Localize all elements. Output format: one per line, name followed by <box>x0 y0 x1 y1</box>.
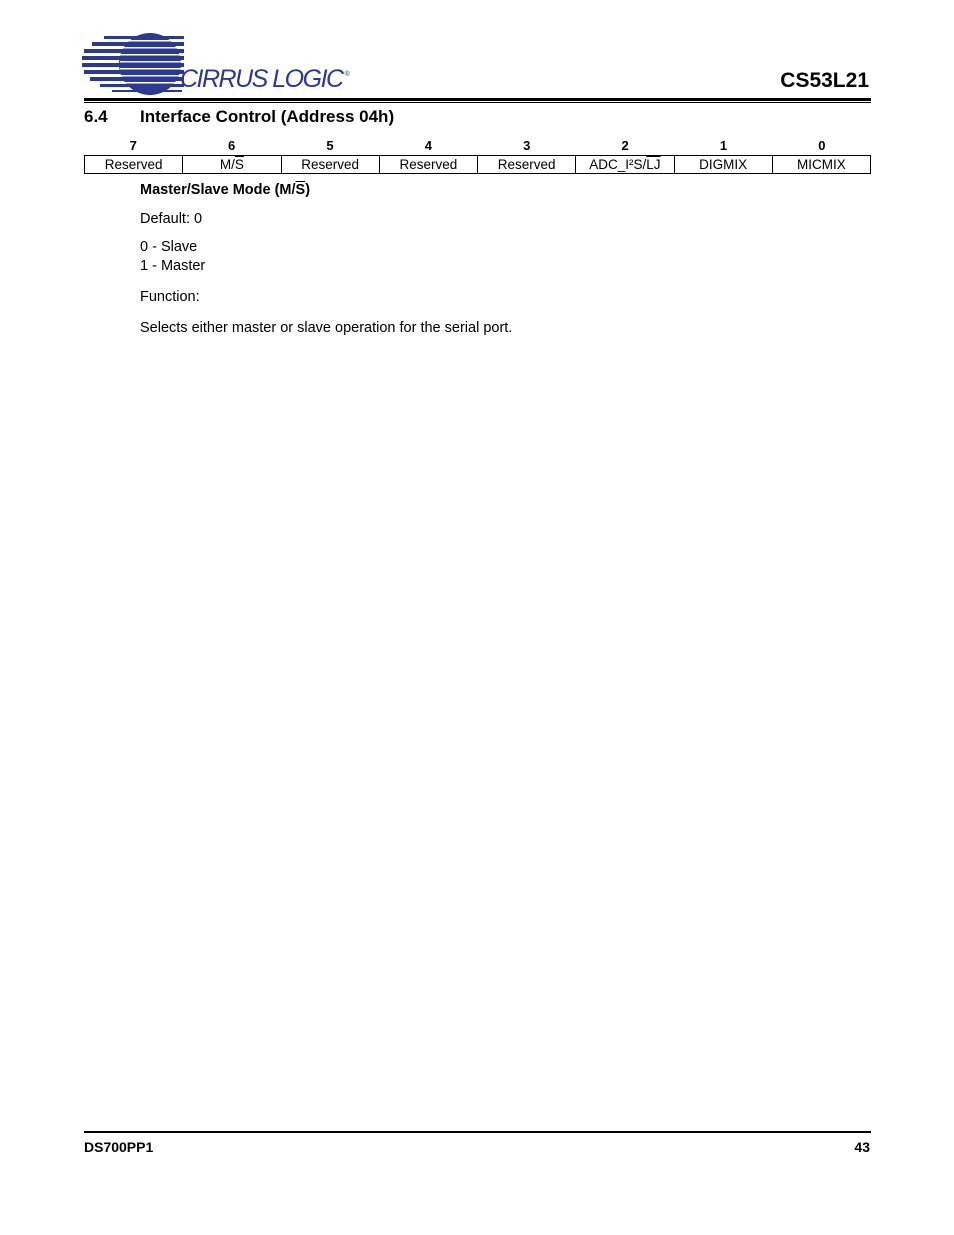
register-field: Reserved <box>477 156 575 173</box>
part-number: CS53L21 <box>780 69 869 92</box>
function-text: Selects either master or slave operation for the serial port. <box>140 320 513 336</box>
option-slave: 0 - Slave <box>140 239 198 255</box>
section-title: Interface Control (Address 04h) <box>140 107 395 126</box>
cirrus-logic-logo <box>82 33 357 95</box>
register-field: Reserved <box>104 157 163 172</box>
page-number: 43 <box>854 1139 870 1155</box>
cirrus-logo-globe-icon <box>82 33 192 95</box>
logo-wordmark: CIRRUS LOGIC ® <box>180 65 350 93</box>
register-field-ms: $M/\overline{S}$ <box>182 156 280 173</box>
bit-number: 5 <box>326 138 334 153</box>
option-master: 1 - Master <box>140 258 206 274</box>
register-field-table <box>84 155 871 174</box>
bit-number: 3 <box>523 138 531 153</box>
default-value: Default: 0 <box>140 211 203 227</box>
bit-number: 2 <box>621 138 629 153</box>
bit-number: 1 <box>719 138 728 153</box>
header-rule-thin <box>84 102 871 103</box>
bit-number: 4 <box>424 138 432 153</box>
bit-number: 6 <box>227 138 236 153</box>
header-rule <box>84 98 871 101</box>
function-label: Function: <box>140 289 200 305</box>
bit-number: 7 <box>129 138 137 153</box>
bit-number: 0 <box>818 138 826 153</box>
register-field: Reserved <box>379 156 477 173</box>
document-id: DS700PP1 <box>84 1139 154 1155</box>
register-field: MICMIX <box>772 156 870 173</box>
register-field: DIGMIX <box>674 156 772 173</box>
field-heading: Master/Slave Mode $(M/\overline{S})$ <box>140 182 311 198</box>
section-number: 6.4 <box>84 107 108 126</box>
footer-rule <box>84 1131 871 1133</box>
register-field-adc-format: $ADC\_I^2S/\overline{LJ}$ <box>575 156 673 173</box>
register-bit-numbers <box>84 138 871 153</box>
register-field: Reserved <box>281 156 379 173</box>
